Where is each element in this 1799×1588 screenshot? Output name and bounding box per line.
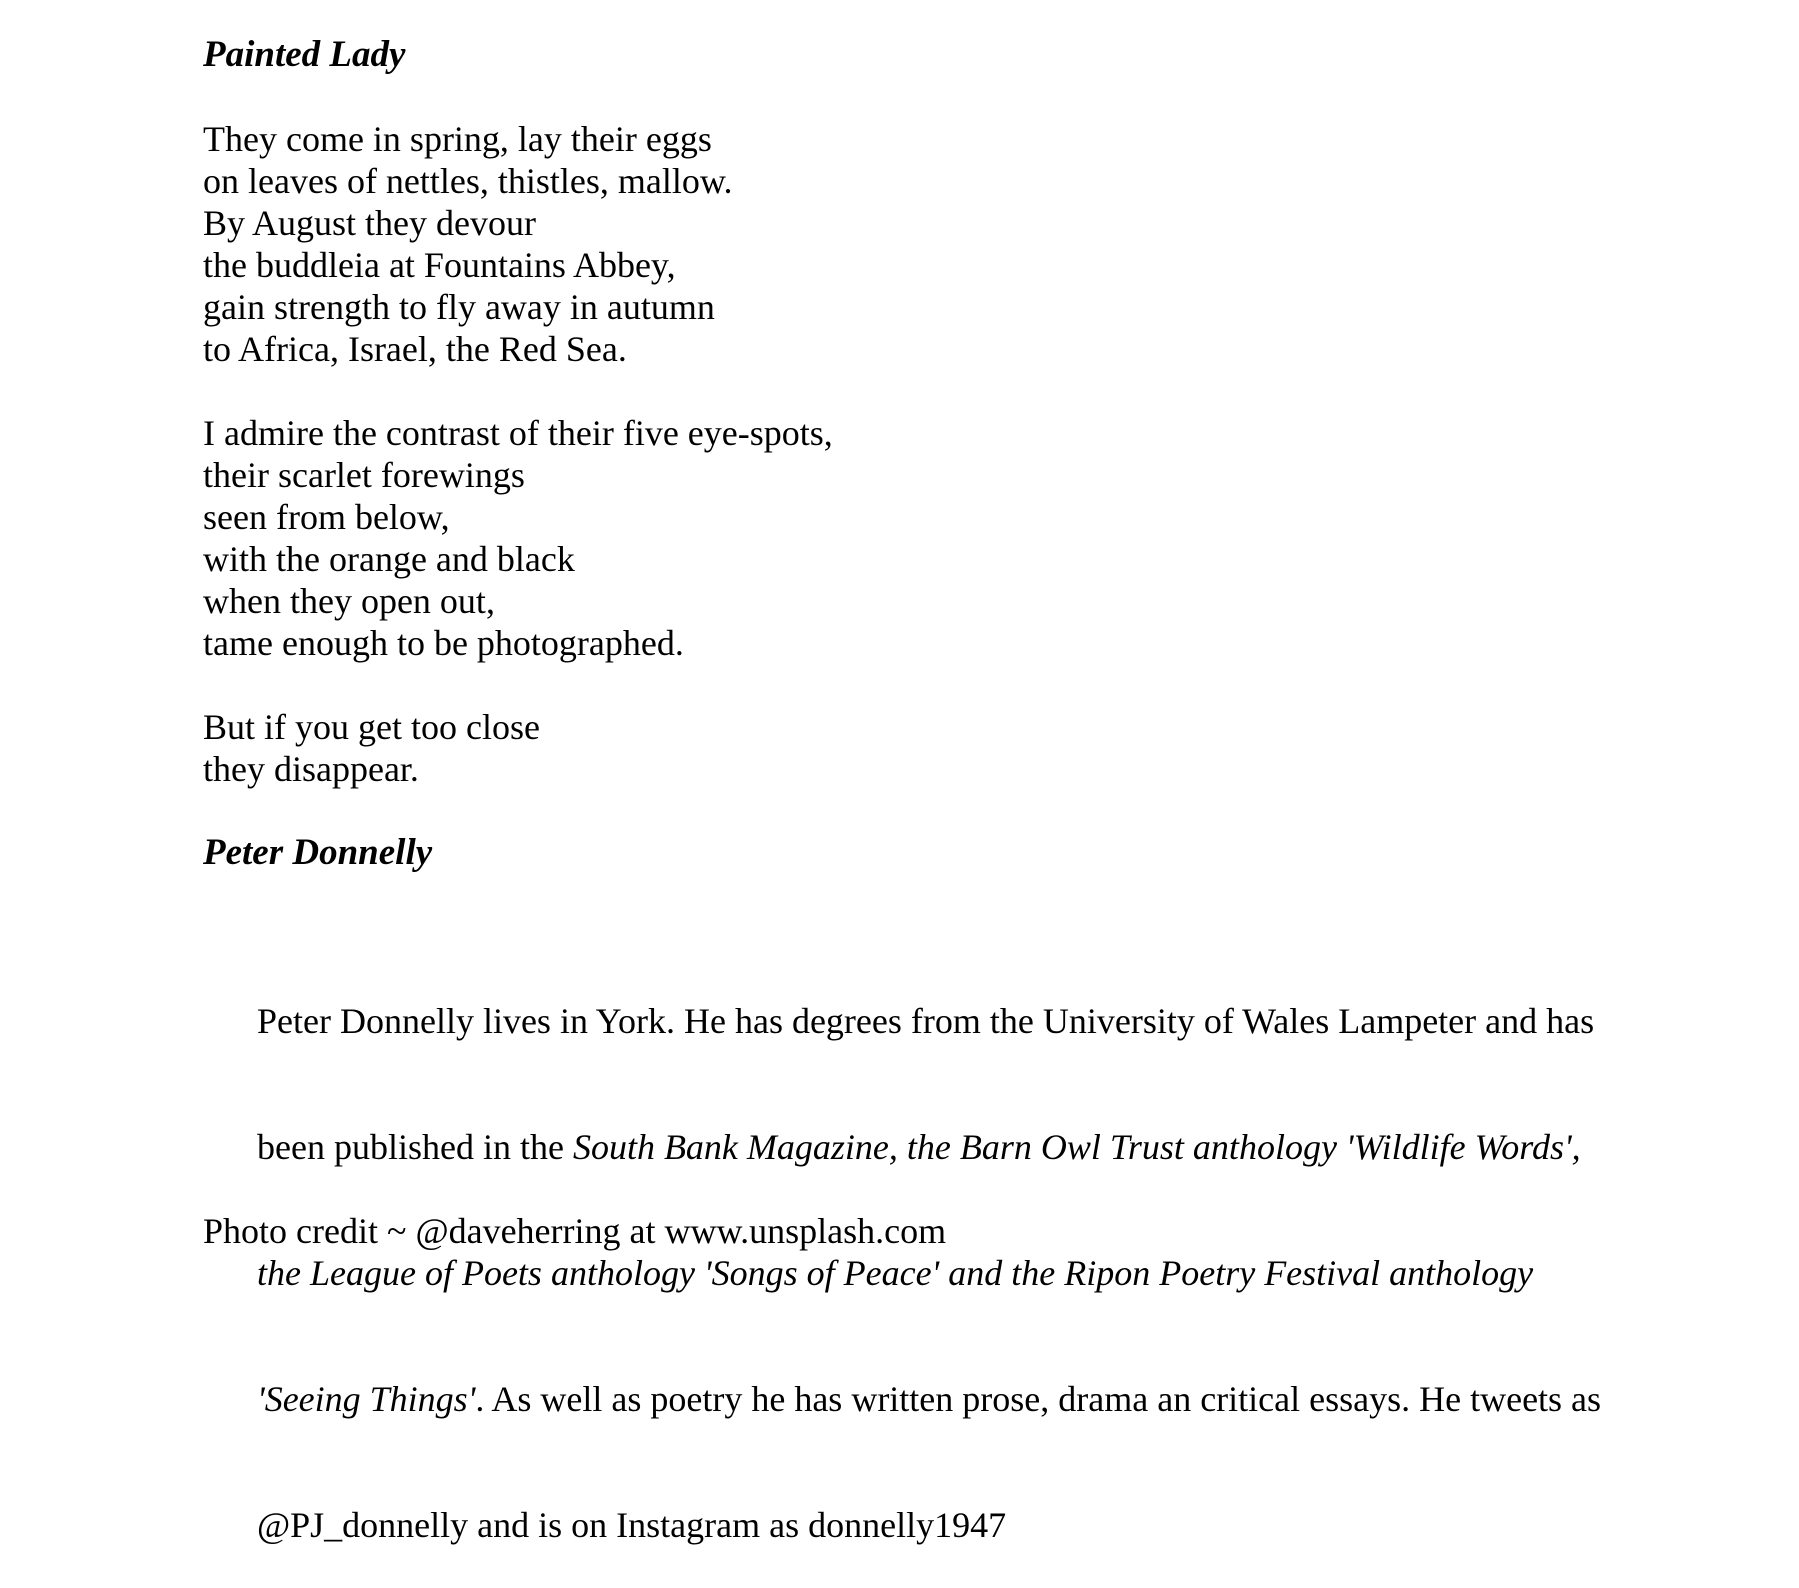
poem-title: Painted Lady bbox=[203, 34, 406, 75]
poem-line: tame enough to be photographed. bbox=[203, 623, 684, 663]
poem-line: on leaves of nettles, thistles, mallow. bbox=[203, 161, 733, 201]
bio-line bbox=[203, 1462, 1601, 1588]
poem-stanza-2 bbox=[203, 412, 833, 664]
poem-line: the buddleia at Fountains Abbey, bbox=[203, 245, 676, 285]
bio-text-segment-italic: South Bank Magazine, the Barn Owl Trust anthology 'Wildlife Words', bbox=[572, 1127, 1581, 1167]
bio-line bbox=[203, 958, 1601, 1084]
poem-line: their scarlet forewings bbox=[203, 455, 525, 495]
poem-stanza-1 bbox=[203, 118, 733, 370]
author-name: Peter Donnelly bbox=[203, 832, 433, 873]
poem-line: to Africa, Israel, the Red Sea. bbox=[203, 329, 627, 369]
bio-line bbox=[203, 1084, 1601, 1210]
bio-text-segment: . As well as poetry he has written prose, drama an critical essays. He tweets as bbox=[475, 1379, 1602, 1419]
photo-credit: Photo credit ~ @daveherring at www.unsplash.com bbox=[203, 1211, 947, 1251]
bio-text-segment: @PJ_donnelly and is on Instagram as donnelly1947 bbox=[257, 1505, 1007, 1545]
poem-line: when they open out, bbox=[203, 581, 495, 621]
poem-line: I admire the contrast of their five eye-spots, bbox=[203, 413, 833, 453]
poem-line: they disappear. bbox=[203, 749, 419, 789]
poem-line: seen from below, bbox=[203, 497, 450, 537]
poem-line: with the orange and black bbox=[203, 539, 575, 579]
poem-line: gain strength to fly away in autumn bbox=[203, 287, 715, 327]
bio-paragraph bbox=[203, 958, 1601, 1588]
bio-text-segment: Peter Donnelly lives in York. He has degrees from the University of Wales Lampeter and has bbox=[257, 1001, 1595, 1041]
poem-line: They come in spring, lay their eggs bbox=[203, 119, 712, 159]
bio-text-segment-italic: 'Seeing Things' bbox=[257, 1379, 476, 1419]
bio-line bbox=[203, 1336, 1601, 1462]
bio-text-segment-italic: the League of Poets anthology 'Songs of Peace' and the Ripon Poetry Festival anthology bbox=[257, 1253, 1534, 1293]
poem-line: By August they devour bbox=[203, 203, 536, 243]
poem-line: But if you get too close bbox=[203, 707, 540, 747]
bio-text-segment: been published in the bbox=[257, 1127, 573, 1167]
poem-stanza-3 bbox=[203, 706, 540, 790]
